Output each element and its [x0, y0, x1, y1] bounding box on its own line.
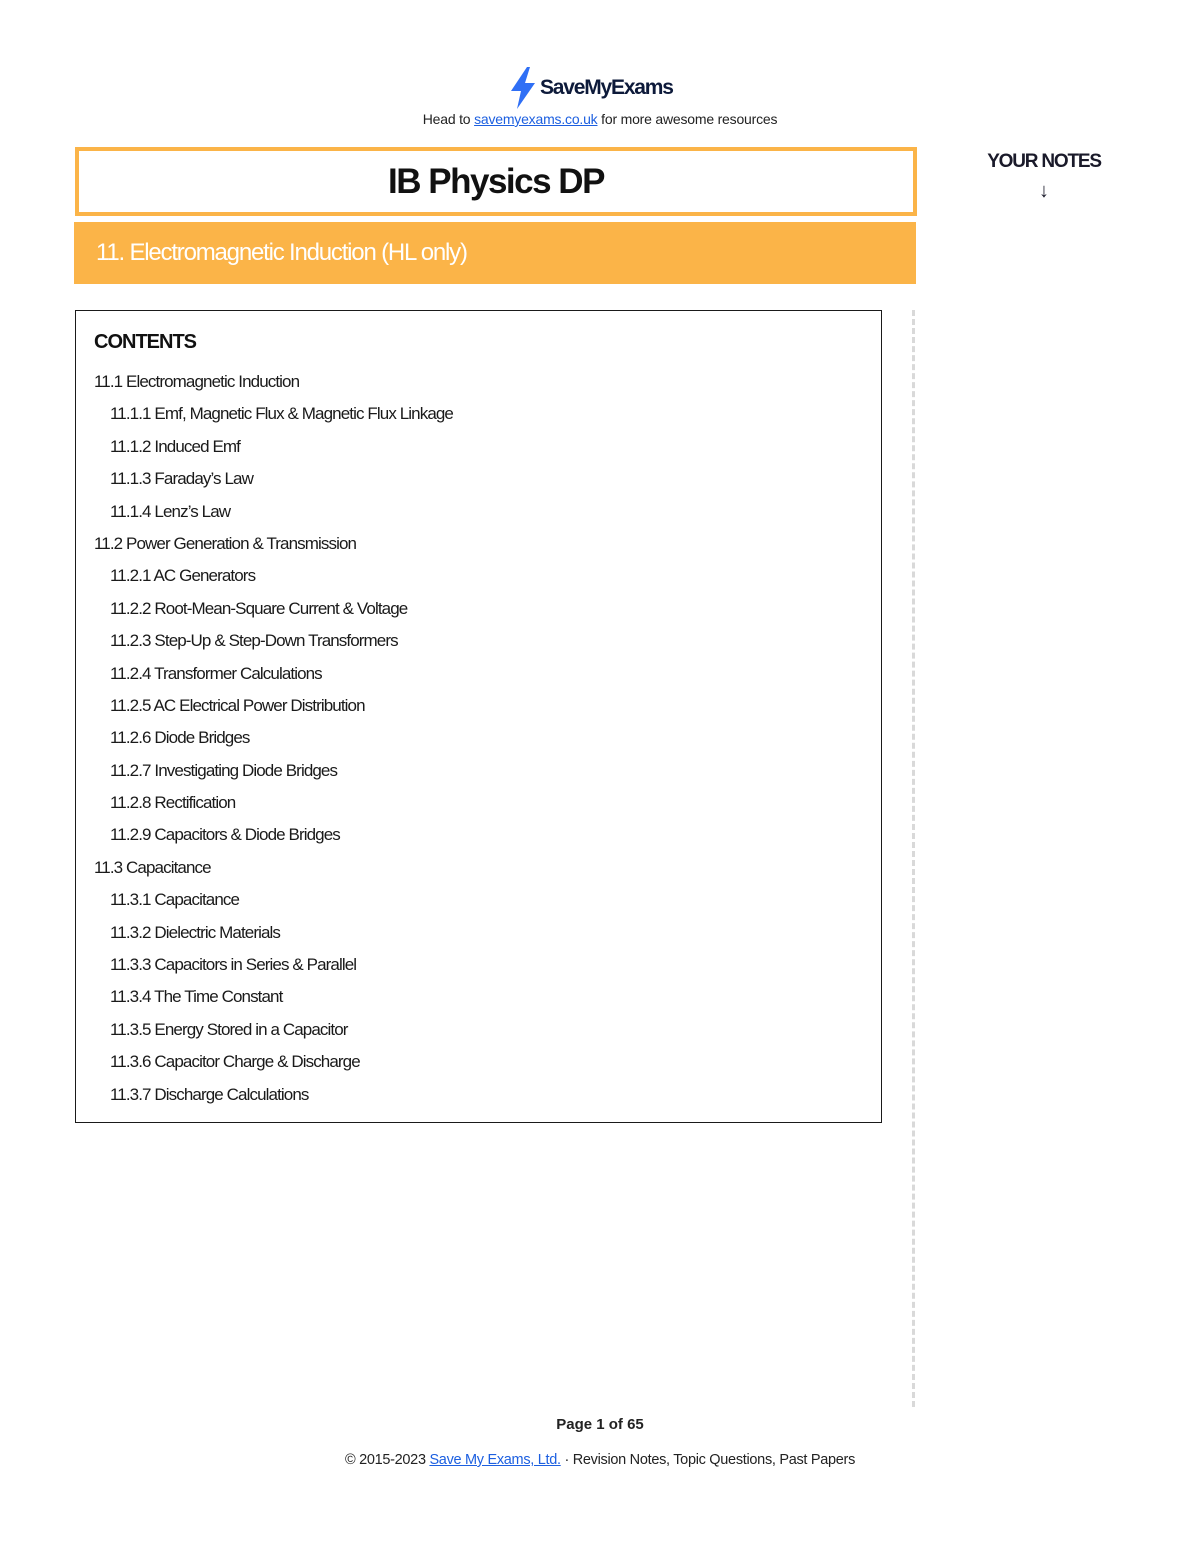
toc-subsection-link[interactable]: 11.2.8 Rectification — [110, 793, 236, 813]
brand-name: SaveMyExams — [540, 76, 673, 99]
toc-section-link[interactable]: 11.1 Electromagnetic Induction — [94, 372, 300, 391]
toc-subsection-link[interactable]: 11.2.4 Transformer Calculations — [110, 663, 322, 683]
toc-subsection-link[interactable]: 11.2.3 Step-Up & Step-Down Transformers — [110, 631, 398, 651]
notes-divider — [912, 310, 915, 1407]
your-notes-label: YOUR NOTES — [987, 151, 1101, 172]
tagline-link[interactable]: savemyexams.co.uk — [474, 111, 598, 127]
contents-heading: CONTENTS — [94, 331, 196, 353]
arrow-down-icon: ↓ — [1039, 180, 1049, 202]
topic-title: 11. Electromagnetic Induction (HL only) — [96, 239, 467, 266]
toc-subsection-link[interactable]: 11.2.5 AC Electrical Power Distribution — [110, 695, 365, 715]
toc-subsection-link[interactable]: 11.1.4 Lenz’s Law — [110, 501, 231, 521]
tagline-prefix: Head to — [422, 111, 475, 127]
toc-subsection-link[interactable]: 11.3.5 Energy Stored in a Capacitor — [110, 1019, 348, 1039]
toc-subsection-link[interactable]: 11.1.1 Emf, Magnetic Flux & Magnetic Flux Linkage — [110, 404, 453, 424]
toc-subsection-link[interactable]: 11.3.2 Dielectric Materials — [110, 922, 281, 942]
document-title-box — [75, 147, 917, 216]
toc-subsection-link[interactable]: 11.2.6 Diode Bridges — [110, 728, 250, 748]
copyright-prefix: © 2015-2023 — [344, 1452, 430, 1468]
toc-subsection-link[interactable]: 11.3.7 Discharge Calculations — [110, 1084, 309, 1104]
tagline-suffix: for more awesome resources — [597, 111, 778, 127]
toc-subsection-link[interactable]: 11.2.7 Investigating Diode Bridges — [110, 760, 338, 780]
document-title: IB Physics DP — [388, 161, 604, 201]
brand-logo[interactable] — [508, 66, 708, 110]
toc-section-link[interactable]: 11.2 Power Generation & Transmission — [94, 533, 357, 553]
toc-subsection-link[interactable]: 11.3.6 Capacitor Charge & Discharge — [110, 1052, 360, 1072]
toc-subsection-link[interactable]: 11.2.9 Capacitors & Diode Bridges — [110, 825, 340, 845]
toc-list — [94, 366, 453, 1111]
header-tagline — [0, 111, 1200, 127]
copyright-link[interactable]: Save My Exams, Ltd. — [429, 1452, 561, 1468]
footer — [0, 1452, 1200, 1468]
toc-subsection-link[interactable]: 11.3.4 The Time Constant — [110, 987, 283, 1007]
toc-subsection-link[interactable]: 11.2.1 AC Generators — [110, 566, 256, 586]
page-number: Page 1 of 65 — [556, 1416, 644, 1433]
copyright-suffix: · Revision Notes, Topic Questions, Past Papers — [560, 1452, 856, 1468]
toc-subsection-link[interactable]: 11.2.2 Root-Mean-Square Current & Voltage — [110, 598, 408, 618]
toc-subsection-link[interactable]: 11.3.3 Capacitors in Series & Parallel — [110, 955, 357, 975]
toc-subsection-link[interactable]: 11.1.2 Induced Emf — [110, 436, 240, 456]
contents-box — [75, 310, 882, 1123]
toc-subsection-link[interactable]: 11.3.1 Capacitance — [110, 890, 240, 910]
topic-banner — [74, 222, 916, 284]
toc-section-link[interactable]: 11.3 Capacitance — [94, 857, 211, 877]
toc-subsection-link[interactable]: 11.1.3 Faraday’s Law — [110, 469, 253, 489]
lightning-bolt-icon — [508, 66, 538, 110]
